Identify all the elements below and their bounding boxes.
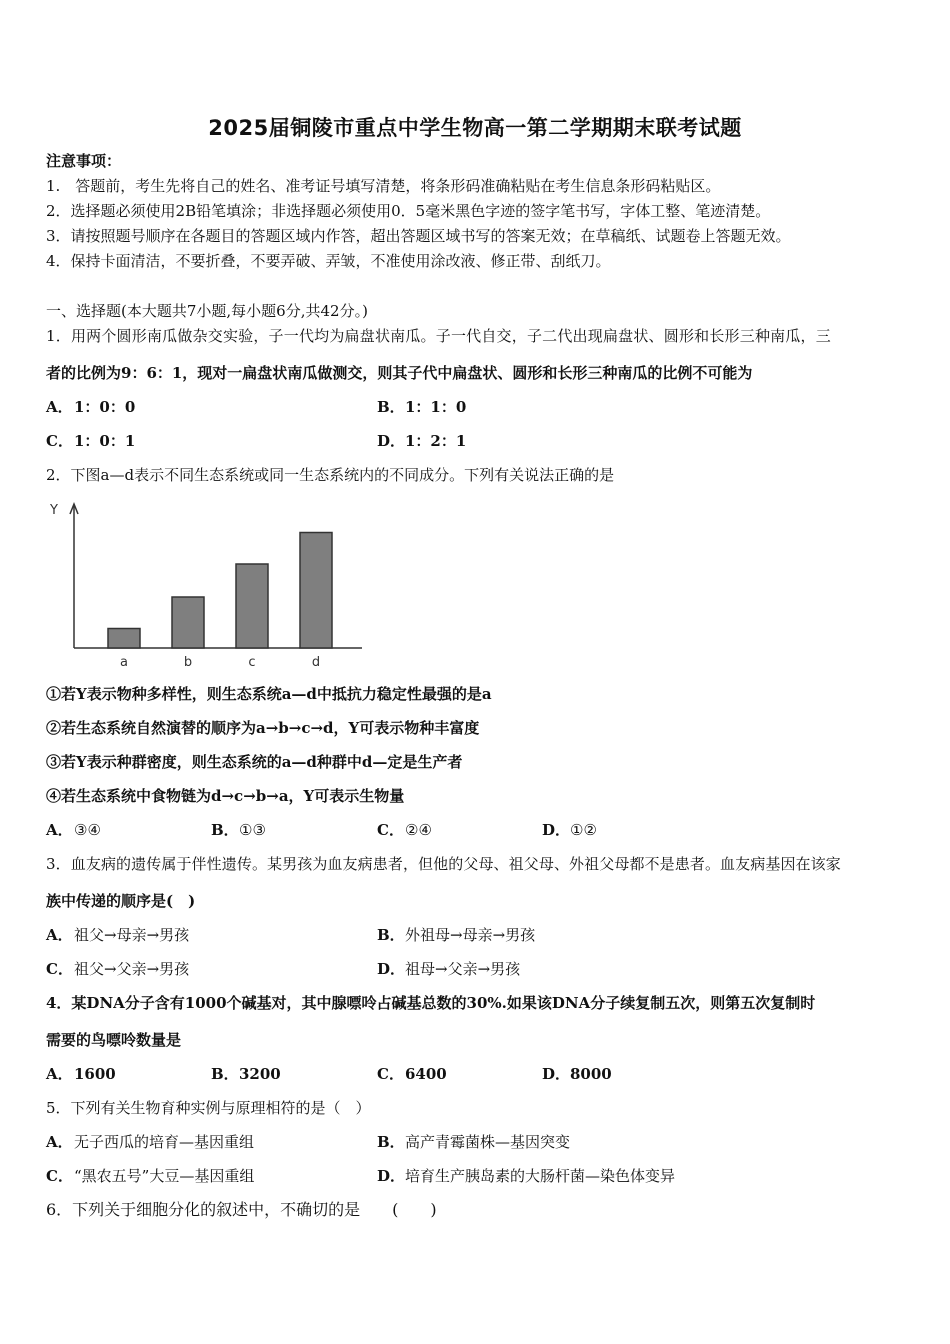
option-c[interactable]: C．祖父→父亲→男孩 (46, 960, 190, 978)
notice-item: 4．保持卡面清洁，不要折叠，不要弄破、弄皱，不准使用涂改液、修正带、刮纸刀。 (46, 252, 611, 270)
option-a[interactable]: A．无子西瓜的培育—基因重组 (46, 1133, 255, 1151)
option-a[interactable]: A．1600 (46, 1065, 116, 1083)
statement-4: ④若生态系统中食物链为d→c→b→a，Y可表示生物量 (46, 787, 405, 805)
option-c[interactable]: C．1：0：1 (46, 432, 136, 450)
bar-a (108, 629, 140, 649)
option-c[interactable]: C．②④ (377, 821, 432, 839)
question-3-stem: 3．血友病的遗传属于伴性遗传。某男孩为血友病患者，但他的父母、祖父母、外祖父母都不是患者。血友病基因在该家 (46, 855, 841, 873)
question-1-stem-cont: 者的比例为9：6：1，现对一扁盘状南瓜做测交，则其子代中扁盘状、圆形和长形三种南瓜的比例不可能为 (46, 364, 753, 382)
bar-c (236, 564, 268, 648)
notice-heading: 注意事项： (46, 152, 122, 170)
option-b[interactable]: B．高产青霉菌株—基因突变 (377, 1133, 571, 1151)
question-6-stem: 6．下列关于细胞分化的叙述中，不确切的是 ( ) (46, 1200, 437, 1219)
option-a[interactable]: A．③④ (46, 821, 101, 839)
option-d[interactable]: D．1：2：1 (377, 432, 467, 450)
bar-d (300, 533, 332, 649)
option-c[interactable]: C．6400 (377, 1065, 447, 1083)
statement-1: ①若Y表示物种多样性，则生态系统a—d中抵抗力稳定性最强的是a (46, 685, 492, 703)
option-d[interactable]: D．8000 (542, 1065, 612, 1083)
statement-2: ②若生态系统自然演替的顺序为a→b→c→d，Y可表示物种丰富度 (46, 719, 480, 737)
option-b[interactable]: B．外祖母→母亲→男孩 (377, 926, 536, 944)
x-tick-label-a: a (120, 655, 128, 670)
notice-item: 3．请按照题号顺序在各题目的答题区域内作答，超出答题区域书写的答案无效；在草稿纸、试题卷上答题无效。 (46, 227, 791, 245)
question-4-stem-cont: 需要的鸟嘌呤数量是 (46, 1031, 182, 1049)
notice-item: 1. 答题前，考生先将自己的姓名、准考证号填写清楚，将条形码准确粘贴在考生信息条形码粘贴区。 (46, 177, 721, 195)
option-d[interactable]: D．培育生产胰岛素的大肠杆菌—染色体变异 (377, 1167, 676, 1185)
exam-title: 2025届铜陵市重点中学生物高一第二学期期末联考试题 (208, 116, 742, 140)
option-a[interactable]: A．1：0：0 (46, 398, 136, 416)
question-1-stem: 1．用两个圆形南瓜做杂交实验，子一代均为扁盘状南瓜。子一代自交，子二代出现扁盘状、圆形和长形三种南瓜，三 (46, 327, 831, 345)
statement-3: ③若Y表示种群密度，则生态系统的a—d种群中d—定是生产者 (46, 753, 463, 771)
x-tick-label-b: b (183, 655, 193, 670)
option-b[interactable]: B．3200 (211, 1065, 281, 1083)
question-3-stem-cont: 族中传递的顺序是( ) (46, 892, 196, 910)
option-a[interactable]: A．祖父→母亲→男孩 (46, 926, 190, 944)
section-heading: 一、选择题(本大题共7小题,每小题6分,共42分。) (46, 302, 368, 320)
y-axis-label: Y (50, 503, 58, 518)
option-b[interactable]: B．①③ (211, 821, 266, 839)
bar-b (172, 597, 204, 648)
question-4-stem: 4．某DNA分子含有1000个碱基对，其中腺嘌呤占碱基总数的30%.如果该DNA分子续复制五次，则第五次复制时 (46, 994, 816, 1012)
bar-chart-svg (46, 496, 376, 674)
option-d[interactable]: D．①② (542, 821, 597, 839)
x-tick-label-d: d (311, 655, 321, 670)
option-c[interactable]: C．“黑农五号”大豆—基因重组 (46, 1167, 255, 1185)
option-b[interactable]: B．1：1：0 (377, 398, 467, 416)
option-d[interactable]: D．祖母→父亲→男孩 (377, 960, 521, 978)
question-5-stem: 5．下列有关生物育种实例与原理相符的是（ ） (46, 1099, 371, 1117)
question-2-stem: 2．下图a—d表示不同生态系统或同一生态系统内的不同成分。下列有关说法正确的是 (46, 466, 615, 484)
bar-chart (46, 496, 376, 674)
x-tick-label-c: c (248, 655, 256, 670)
notice-item: 2．选择题必须使用2B铅笔填涂；非选择题必须使用0．5毫米黑色字迹的签字笔书写，字体工整、笔迹清楚。 (46, 202, 771, 220)
